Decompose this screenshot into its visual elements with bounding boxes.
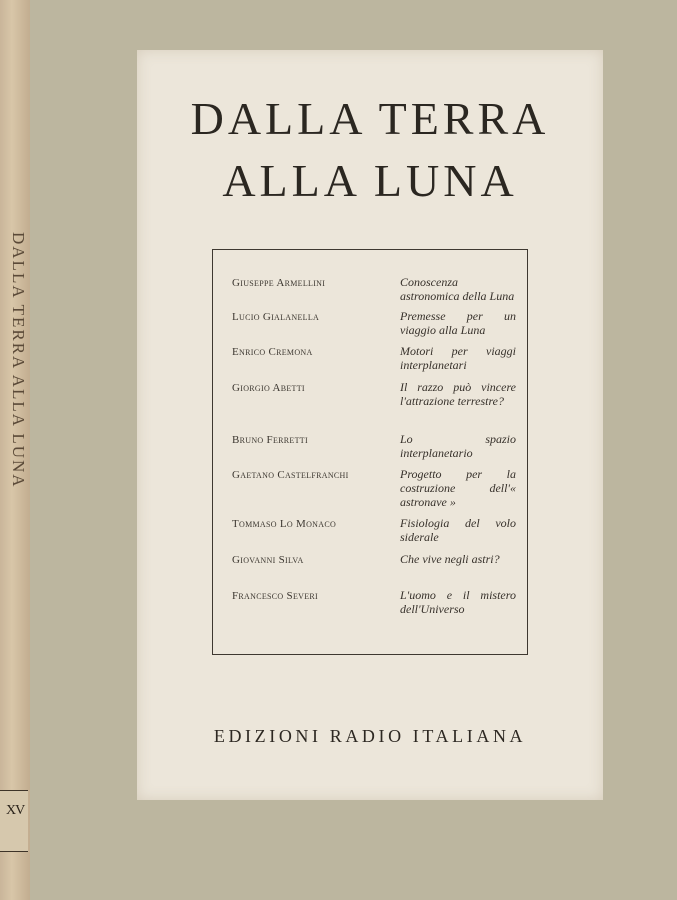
cover-label-panel: [137, 50, 603, 800]
contents-work: Progetto per la costruzione dell'« astronave »: [400, 467, 516, 509]
contents-work: Motori per viaggi interplanetari: [400, 344, 516, 372]
contents-work: L'uomo e il mistero dell'Universo: [400, 588, 516, 616]
contents-author: Giuseppe Armellini: [232, 277, 326, 289]
book-title-line-2: ALLA LUNA: [222, 155, 518, 206]
contents-author: Giorgio Abetti: [232, 382, 305, 394]
contents-work: Premesse per un viaggio alla Luna: [400, 309, 516, 337]
contents-author: Enrico Cremona: [232, 346, 313, 358]
spine-volume-number: XV: [6, 803, 25, 818]
book-spine: [0, 0, 32, 900]
publisher-name: EDIZIONI RADIO ITALIANA: [213, 726, 527, 746]
contents-work: Il razzo può vincere l'attrazione terrestre?: [400, 380, 516, 408]
contents-author: Bruno Ferretti: [232, 434, 308, 446]
contents-work: Lo spazio interplanetario: [400, 432, 516, 460]
contents-author: Giovanni Silva: [232, 554, 304, 566]
contents-author: Francesco Severi: [232, 590, 319, 602]
contents-work: Che vive negli astri?: [400, 552, 500, 566]
spine-title: DALLA TERRA ALLA LUNA: [9, 232, 28, 489]
book-title: [137, 88, 603, 212]
book-title-line-1: DALLA TERRA: [190, 93, 550, 144]
contents-box: [212, 249, 528, 655]
contents-work: Conoscenza astronomica della Luna: [400, 275, 515, 303]
contents-author: Gaetano Castelfranchi: [232, 469, 349, 481]
contents-author: Tommaso Lo Monaco: [232, 518, 337, 530]
contents-author: Lucio Gialanella: [232, 311, 320, 323]
contents-work: Fisiologia del volo siderale: [400, 516, 516, 544]
spine-volume-label: [0, 790, 28, 852]
